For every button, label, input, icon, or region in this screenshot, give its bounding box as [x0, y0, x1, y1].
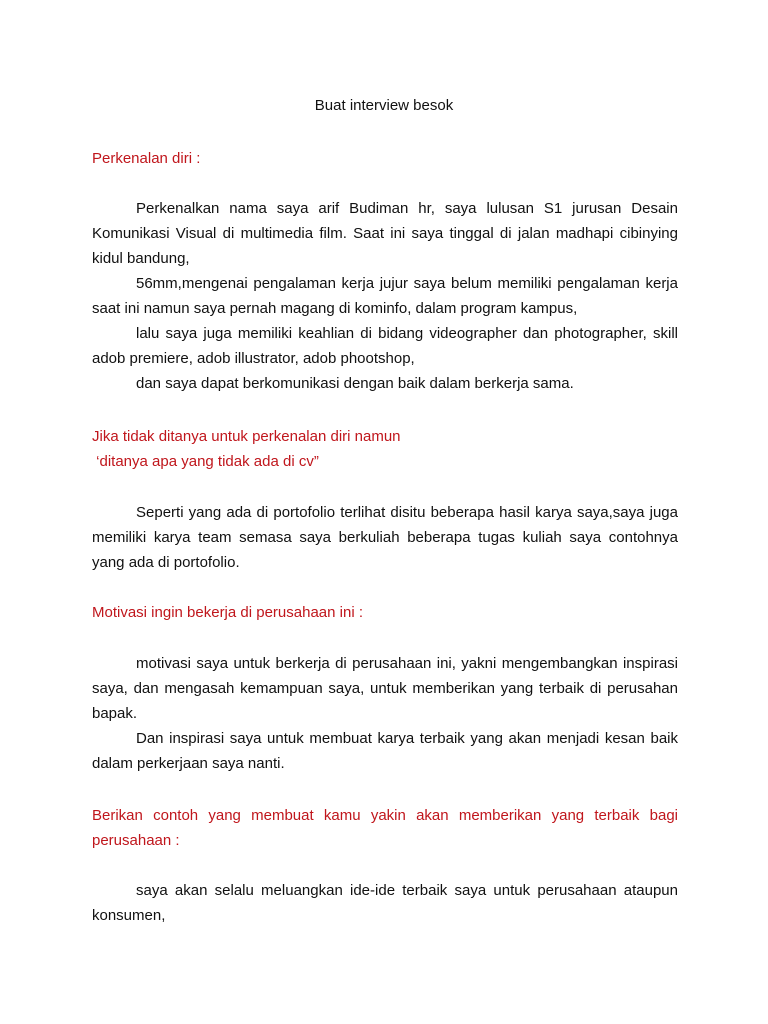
section-heading: Motivasi ingin bekerja di perusahaan ini :	[92, 604, 363, 621]
section-heading: Perkenalan diri :	[92, 150, 201, 167]
section-portofolio-body	[92, 500, 678, 575]
paragraph: motivasi saya untuk berkerja di perusahaan ini, yakni mengembangkan inspirasi saya, dan mengasah kemampuan saya, untuk memberikan yang terbaik di perusahan bapak.	[92, 655, 678, 722]
section-heading-line-2: ‘ditanya apa yang tidak ada di cv”	[92, 453, 319, 470]
section-heading-line-1: Jika tidak ditanya untuk perkenalan diri namun	[92, 428, 401, 445]
paragraph: lalu saya juga memiliki keahlian di bidang videographer dan photographer, skill adob premiere, adob illustrator, adob phootshop,	[92, 325, 678, 367]
paragraph: dan saya dapat berkomunikasi dengan baik dalam berkerja sama.	[136, 375, 574, 392]
section-motivasi	[92, 600, 678, 625]
section-heading	[92, 424, 678, 474]
paragraph: 56mm,mengenai pengalaman kerja jujur saya belum memiliki pengalaman kerja saat ini namun saya pernah magang di kominfo, dalam program kampus,	[92, 275, 678, 317]
section-perkenalan-body	[92, 196, 678, 396]
section-berikan-contoh	[92, 803, 678, 853]
document-title: Buat interview besok	[314, 97, 454, 114]
section-berikan-contoh-body	[92, 878, 678, 928]
paragraph: Seperti yang ada di portofolio terlihat disitu beberapa hasil karya saya,saya juga memiliki karya team semasa saya berkuliah beberapa tugas kuliah saya contohnya yang ada di portofolio.	[92, 504, 678, 571]
paragraph: saya akan selalu meluangkan ide-ide terbaik saya untuk perusahaan ataupun konsumen,	[92, 882, 678, 924]
section-perkenalan-diri	[92, 146, 678, 171]
section-jika-tidak-ditanya	[92, 424, 678, 474]
paragraph: Perkenalkan nama saya arif Budiman hr, saya lulusan S1 jurusan Desain Komunikasi Visual di multimedia film. Saat ini saya tinggal di jalan madhapi cibinying kidul bandung,	[92, 200, 678, 267]
section-heading: Berikan contoh yang membuat kamu yakin akan memberikan yang terbaik bagi perusahaan :	[92, 807, 678, 849]
paragraph: Dan inspirasi saya untuk membuat karya terbaik yang akan menjadi kesan baik dalam perkerjaan saya nanti.	[92, 730, 678, 772]
section-motivasi-body	[92, 651, 678, 776]
